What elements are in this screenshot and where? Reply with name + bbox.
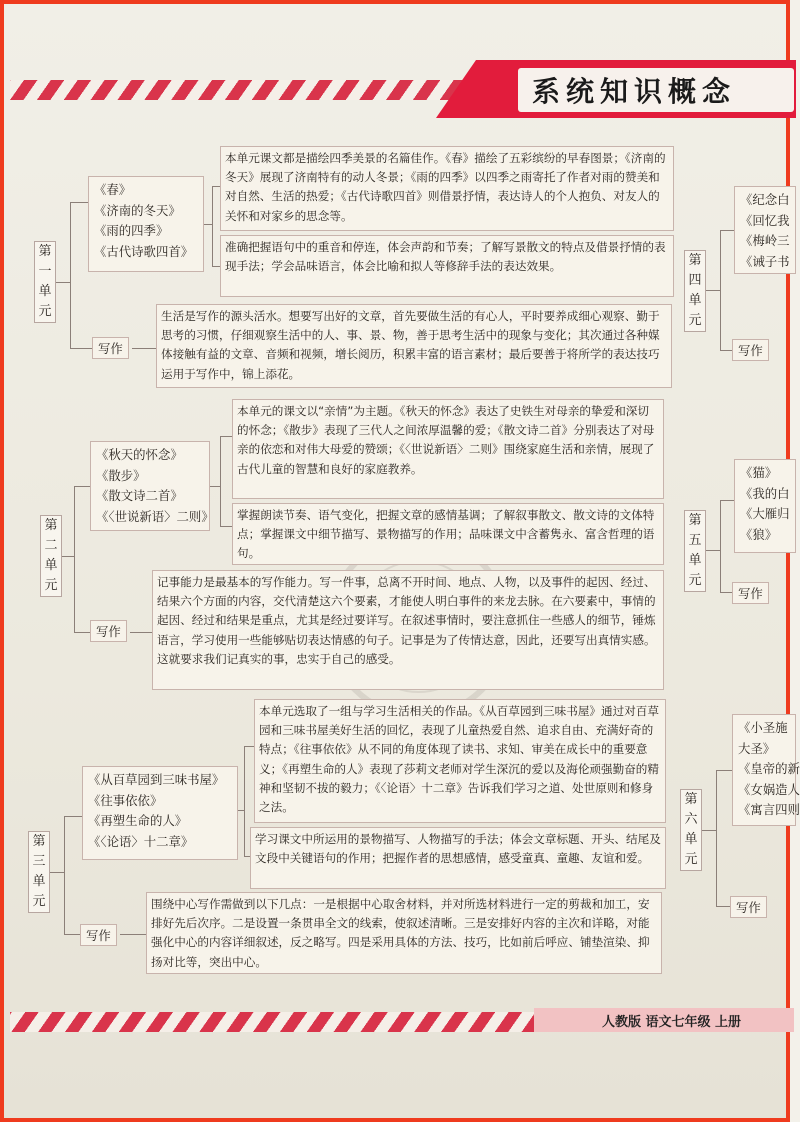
text-item: 《小圣施	[738, 720, 788, 735]
text-item: 《梅岭三	[740, 233, 790, 248]
text-item: 《散步》	[96, 467, 146, 483]
text-item: 《〈世说新语〉二则》	[96, 508, 214, 524]
text-item: 《散文诗二首》	[96, 488, 183, 503]
unit-4-writing-label: 写作	[732, 339, 769, 361]
page-title: 系统知识概念	[532, 75, 737, 108]
unit-6-bracket	[716, 770, 717, 906]
unit-4-label: 第四单元	[684, 250, 706, 332]
unit-6-writing-label: 写作	[730, 896, 767, 918]
connector	[720, 500, 734, 501]
unit-3-method: 学习课文中所运用的景物描写、人物描写的手法；体会文章标题、开头、结尾及文段中关键语句的作用；把握作者的思想感情，感受童真、童趣、友谊和爱。	[250, 827, 666, 889]
unit-1-bracket	[70, 202, 71, 348]
unit-3-writing-label: 写作	[80, 924, 117, 946]
text-item: 《猫》	[740, 465, 778, 480]
unit-1-writing: 生活是写作的源头活水。想要写出好的文章，首先要做生活的有心人，平时要养成细心观察、勤于思考的习惯，仔细观察生活中的人、事、景、物，善于思考生活中的现象与变化；其次通过各种媒体接触有益的文章、音频和视频，增长阅历，积累丰富的语言素材；最后要善于将所学的表达技巧运用于写作中，锦上添花。	[156, 304, 672, 388]
text-item: 《春》	[94, 182, 132, 197]
unit-2-bracket	[74, 486, 75, 632]
text-item: 《古代诗歌四首》	[94, 243, 194, 259]
unit-3-summary: 本单元选取了一组与学习生活相关的作品。《从百草园到三味书屋》通过对百草园和三味书屋美好生活的回忆，表现了儿童热爱自然、追求自由、充满好奇的特点；《往事依依》从不同的角度体现了读书、求知、审美在成长中的重要意义；《再塑生命的人》表现了莎莉文老师对学生深沉的爱以及海伦顽强勤奋的精神和坚韧不拔的毅力；《〈论语〉十二章》告诉我们学习之道、处世原则和修身之法。	[254, 699, 666, 823]
unit-2-writing-label: 写作	[90, 620, 127, 642]
connector	[706, 290, 720, 291]
text-item: 《狼》	[740, 526, 778, 542]
text-item: 《从百草园到三味书屋》	[88, 772, 225, 787]
unit-6-label: 第六单元	[680, 789, 702, 871]
unit-3-text-list	[82, 766, 238, 860]
unit-1-method: 准确把握语句中的重音和停连，体会声韵和节奏；了解写景散文的特点及借景抒情的表现手法；学会品味语言，体会比喻和拟人等修辞手法的表达效果。	[220, 235, 674, 297]
connector	[716, 770, 732, 771]
unit-3-label: 第三单元	[28, 831, 50, 913]
unit-6-text-list	[732, 714, 800, 826]
connector	[70, 348, 92, 349]
connector	[720, 230, 734, 231]
connector	[702, 830, 716, 831]
connector	[132, 348, 156, 349]
text-item: 《寓言四则	[738, 802, 800, 817]
connector	[212, 266, 220, 267]
text-item: 《往事依依》	[88, 792, 163, 808]
unit-3-bracket	[64, 816, 65, 934]
text-item: 《济南的冬天》	[94, 202, 181, 218]
connector	[64, 934, 80, 935]
connector	[212, 186, 220, 187]
connector	[74, 486, 90, 487]
unit-1-label: 第一单元	[34, 241, 56, 323]
unit-2-label: 第二单元	[40, 515, 62, 597]
connector	[210, 486, 220, 487]
connector	[56, 282, 70, 283]
text-item: 《我的白	[740, 485, 790, 501]
unit-1-writing-label: 写作	[92, 337, 129, 359]
unit-5-writing-label: 写作	[732, 582, 769, 604]
connector	[130, 632, 152, 633]
unit-4-text-list	[734, 186, 796, 274]
text-item: 《再塑生命的人》	[88, 813, 188, 828]
connector	[220, 436, 232, 437]
connector	[238, 810, 244, 811]
connector	[120, 934, 146, 935]
unit-3-writing: 围绕中心写作需做到以下几点：一是根据中心取舍材料，并对所选材料进行一定的剪裁和加工，安排好先后次序。二是设置一条贯串全文的线索，使叙述清晰。三是安排好内容的主次和详略，对能强化中心的内容详细叙述，反之略写。四是采用具体的方法、技巧，比如前后呼应、铺垫渲染、抑扬对比等，突出中心。	[146, 892, 662, 974]
connector	[62, 556, 74, 557]
footer-edition-label: 人教版 语文七年级 上册	[602, 1015, 742, 1030]
connector	[720, 592, 732, 593]
unit-4-bracket	[720, 230, 721, 350]
connector	[244, 746, 254, 747]
connector	[220, 526, 232, 527]
unit-5-label: 第五单元	[684, 510, 706, 592]
unit-5-bracket	[720, 500, 721, 592]
connector	[220, 436, 221, 526]
connector	[50, 872, 64, 873]
bottom-stripe-band	[10, 1012, 535, 1032]
text-item: 《皇帝的新	[738, 761, 800, 776]
unit-5-text-list	[734, 459, 796, 553]
text-item: 《大雁归	[740, 506, 790, 521]
top-stripe-band	[10, 80, 480, 100]
unit-2-method: 掌握朗读节奏、语气变化，把握文章的感情基调；了解叙事散文、散文诗的文体特点；掌握课文中细节描写、景物描写的作用；品味课文中含蓄隽永、富含哲理的语句。	[232, 503, 664, 565]
connector	[204, 224, 212, 225]
connector	[64, 816, 82, 817]
unit-2-writing: 记事能力是最基本的写作能力。写一件事，总离不开时间、地点、人物，以及事件的起因、经过、结果六个方面的内容，交代清楚这六个要素，才能使人明白事件的来龙去脉。在六要素中，事情的起因、经过和结果是重点，尤其是经过要详写。在叙述事情时，要注意抓住一些感人的细节，锤炼语言，学习使用一些能够贴切表达情感的句子。记事是为了传情达意，因此，还要写出真情实感。这就要求我们记真实的事，忠实于自己的感受。	[152, 570, 664, 690]
unit-2-text-list	[90, 441, 214, 531]
connector	[706, 550, 720, 551]
text-item: 大圣》	[738, 740, 776, 756]
unit-1-text-list	[88, 176, 204, 272]
text-item: 《回忆我	[740, 212, 790, 228]
unit-1-summary: 本单元课文都是描绘四季美景的名篇佳作。《春》描绘了五彩缤纷的早春图景；《济南的冬天》展现了济南特有的动人冬景；《雨的四季》以四季之雨寄托了作者对雨的赞美和对自然、生活的热爱；《古代诗歌四首》则借景抒情，表达诗人的个人抱负、对友人的关怀和对家乡的思念等。	[220, 146, 674, 231]
connector	[74, 632, 90, 633]
text-item: 《雨的四季》	[94, 223, 169, 238]
text-item: 《女娲造人	[738, 781, 800, 797]
connector	[212, 186, 213, 266]
connector	[70, 202, 88, 203]
text-item: 《秋天的怀念》	[96, 447, 183, 462]
text-item: 《诫子书	[740, 253, 790, 269]
text-item: 《纪念白	[740, 192, 790, 207]
connector	[244, 746, 245, 856]
unit-2-summary: 本单元的课文以“亲情”为主题。《秋天的怀念》表达了史铁生对母亲的挚爱和深切的怀念；《散步》表现了三代人之间浓厚温馨的爱；《散文诗二首》分别表达了对母亲的依恋和对伟大母爱的赞颂；《〈世说新语〉二则》围绕家庭生活和亲情，展现了古代儿童的智慧和良好的家庭教养。	[232, 399, 664, 499]
text-item: 《〈论语〉十二章》	[88, 833, 194, 849]
